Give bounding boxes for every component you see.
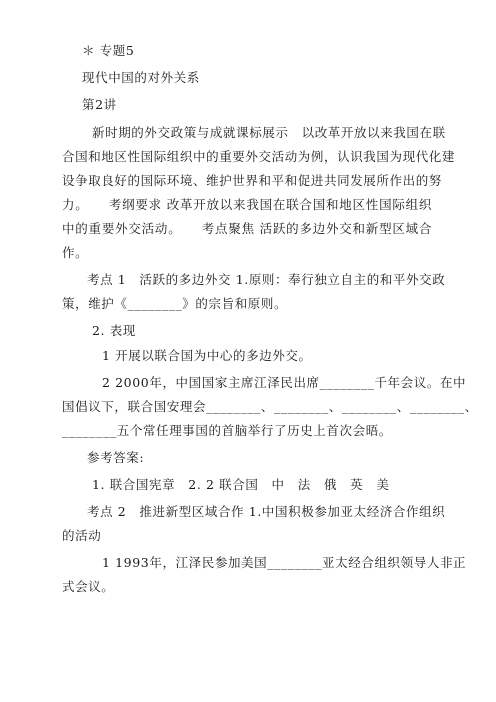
answer-label: 参考答案: — [87, 450, 145, 465]
paragraph-line: 1 1993年，江泽民参加美国________亚太经合组织领导人非正 — [102, 555, 467, 570]
paragraph-line: 策，维护《________》的宗旨和原则。 — [62, 296, 288, 311]
paragraph-line: ________五个常任理事国的首脑举行了历史上首次会晤。 — [62, 423, 392, 438]
kaodian-1-heading: 考点 1 活跃的多边外交 1.原则：奉行独立自主的和平外交政 — [87, 272, 446, 287]
list-item: 1 开展以联合国为中心的多边外交。 — [102, 348, 312, 363]
paragraph-line: 设争取良好的国际环境、维护世界和平和促进共同发展所作出的努 — [62, 173, 442, 188]
paragraph-line: 力。 考纲要求 改革开放以来我国在联合国和地区性国际组织 — [62, 197, 432, 212]
paragraph-line: 合国和地区性国际组织中的重要外交活动为例，认识我国为现代化建 — [62, 149, 456, 164]
paragraph-line: 作。 — [62, 245, 89, 260]
answer-line: 1. 联合国宪章 2. 2 联合国 中 法 俄 英 美 — [92, 477, 390, 492]
kaodian-2-heading: 考点 2 推进新型区域合作 1.中国积极参加亚太经济合作组织 — [87, 504, 446, 519]
paragraph-line: 的活动 — [62, 528, 102, 543]
paragraph-line: 国倡议下，联合国安理会________、________、________、________、 — [62, 399, 478, 414]
topic-title: 现代中国的对外关系 — [82, 70, 200, 85]
paragraph-line: 2 2000年，中国国家主席江泽民出席________千年会议。在中 — [102, 375, 467, 390]
subheading-biaoxian: 2. 表现 — [92, 323, 136, 338]
paragraph-line: 中的重要外交活动。 考点聚焦 活跃的多边外交和新型区域合 — [62, 221, 432, 236]
paragraph-line: 式会议。 — [62, 579, 115, 594]
section-marker: ＊ 专题5 — [82, 43, 135, 58]
paragraph-line: 新时期的外交政策与成就课标展示 以改革开放以来我国在联 — [92, 125, 446, 140]
lecture-number: 第2讲 — [82, 97, 117, 112]
